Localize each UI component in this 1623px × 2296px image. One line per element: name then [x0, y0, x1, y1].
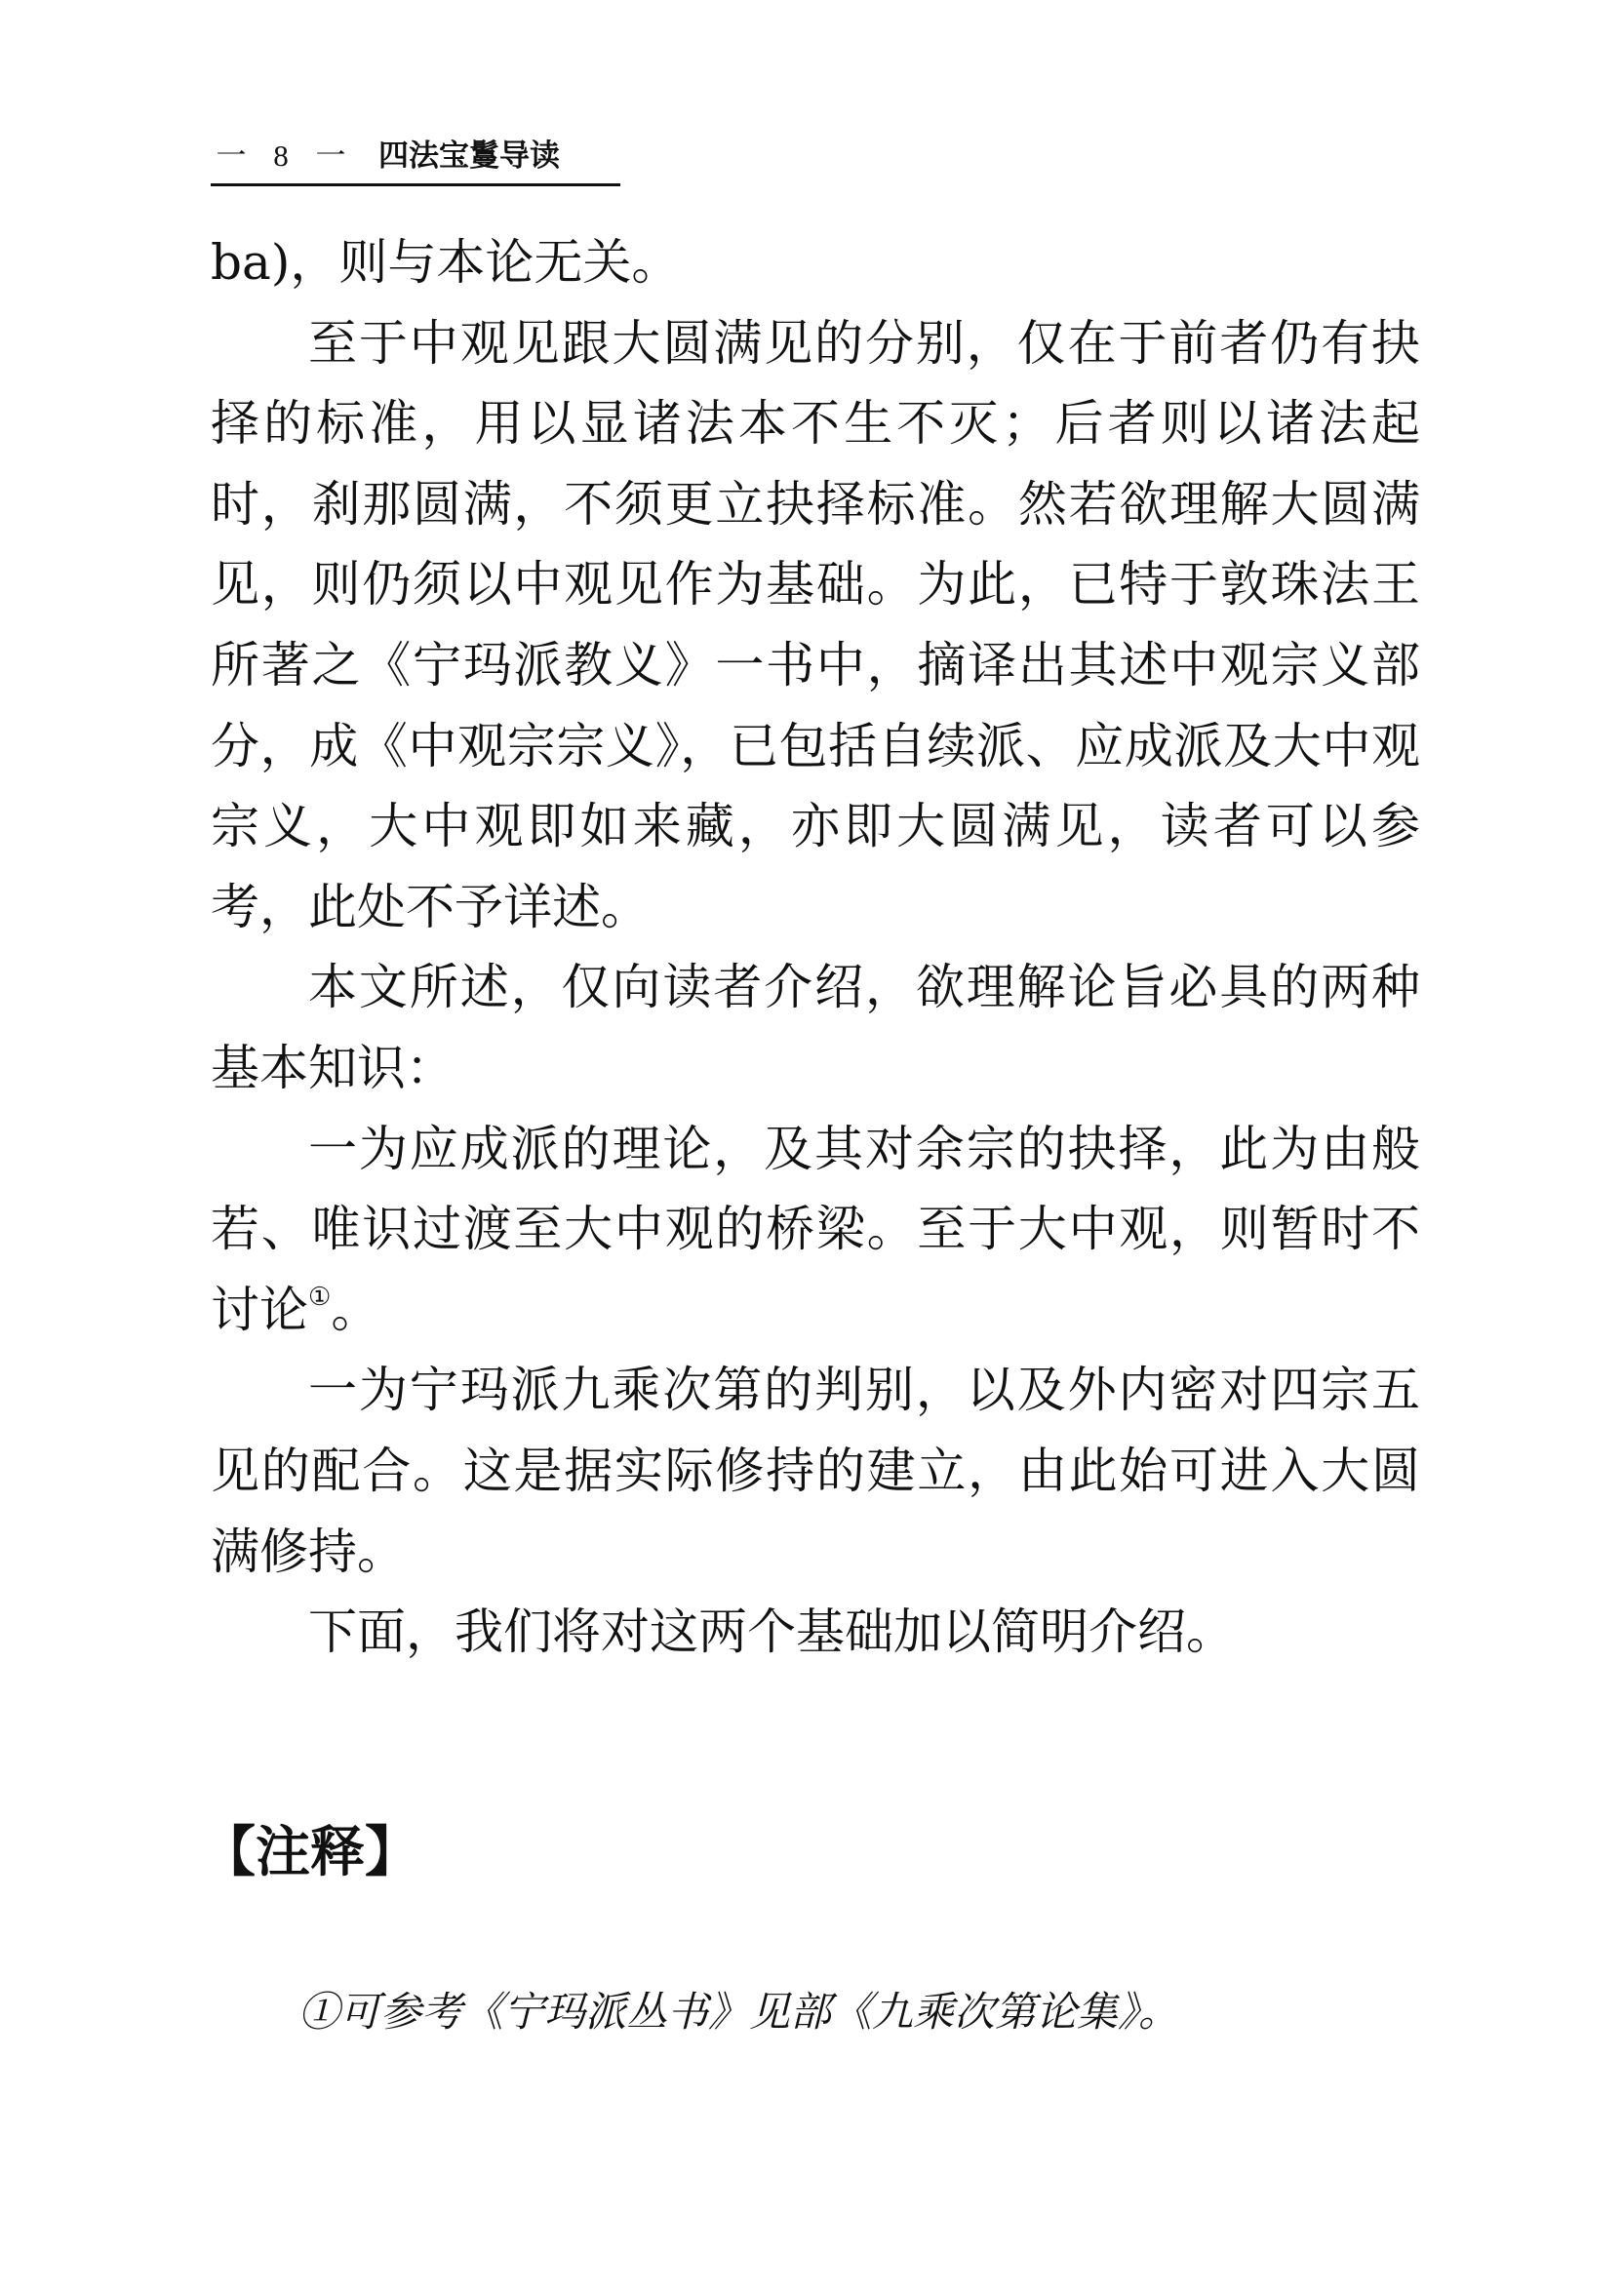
paragraph-4-tail: 。: [331, 1281, 380, 1338]
running-header: [211, 135, 620, 186]
paragraph-3: 本文所述，仅向读者介绍，欲理解论旨必具的两种基本知识：: [211, 959, 1420, 1096]
header-dash-left: 一: [216, 139, 247, 174]
footnote-reference[interactable]: ①: [308, 1282, 332, 1312]
page-number: 8: [273, 139, 289, 173]
paragraph-4-text: 一为应成派的理论，及其对余宗的抉择，此为由般若、唯识过渡至大中观的桥梁。至于大中观，则暂时不讨论: [211, 1120, 1420, 1338]
footnote-1: ①可参考《宁玛派丛书》见部《九乘次第论集》。: [298, 1988, 1180, 2036]
paragraph-2: 至于中观见跟大圆满见的分别，仅在于前者仍有抉择的标准，用以显诸法本不生不灭；后者则以诸法起时，刹那圆满，不须更立抉择标准。然若欲理解大圆满见，则仍须以中观见作为基础。为此，已特于敦珠法王所著之《宁玛派教义》一书中，摘译出其述中观宗义部分，成《中观宗宗义》，已包括自续派、应成派及大中观宗义，大中观即如来藏，亦即大圆满见，读者可以参考，此处不予详述。: [211, 314, 1420, 935]
notes-heading: 【注释】: [201, 1821, 419, 1884]
paragraph-4: [211, 1109, 1420, 1351]
book-title: 四法宝鬘导读: [378, 139, 560, 174]
paragraph-1: ba)，则与本论无关。: [211, 234, 681, 291]
paragraph-6: 下面，我们将对这两个基础加以简明介绍。: [308, 1603, 1235, 1661]
paragraph-5: 一为宁玛派九乘次第的判别，以及外内密对四宗五见的配合。这是据实际修持的建立，由此始可进入大圆满修持。: [211, 1362, 1420, 1580]
header-dash-right: 一: [315, 139, 346, 174]
body-text: [211, 222, 1420, 1673]
